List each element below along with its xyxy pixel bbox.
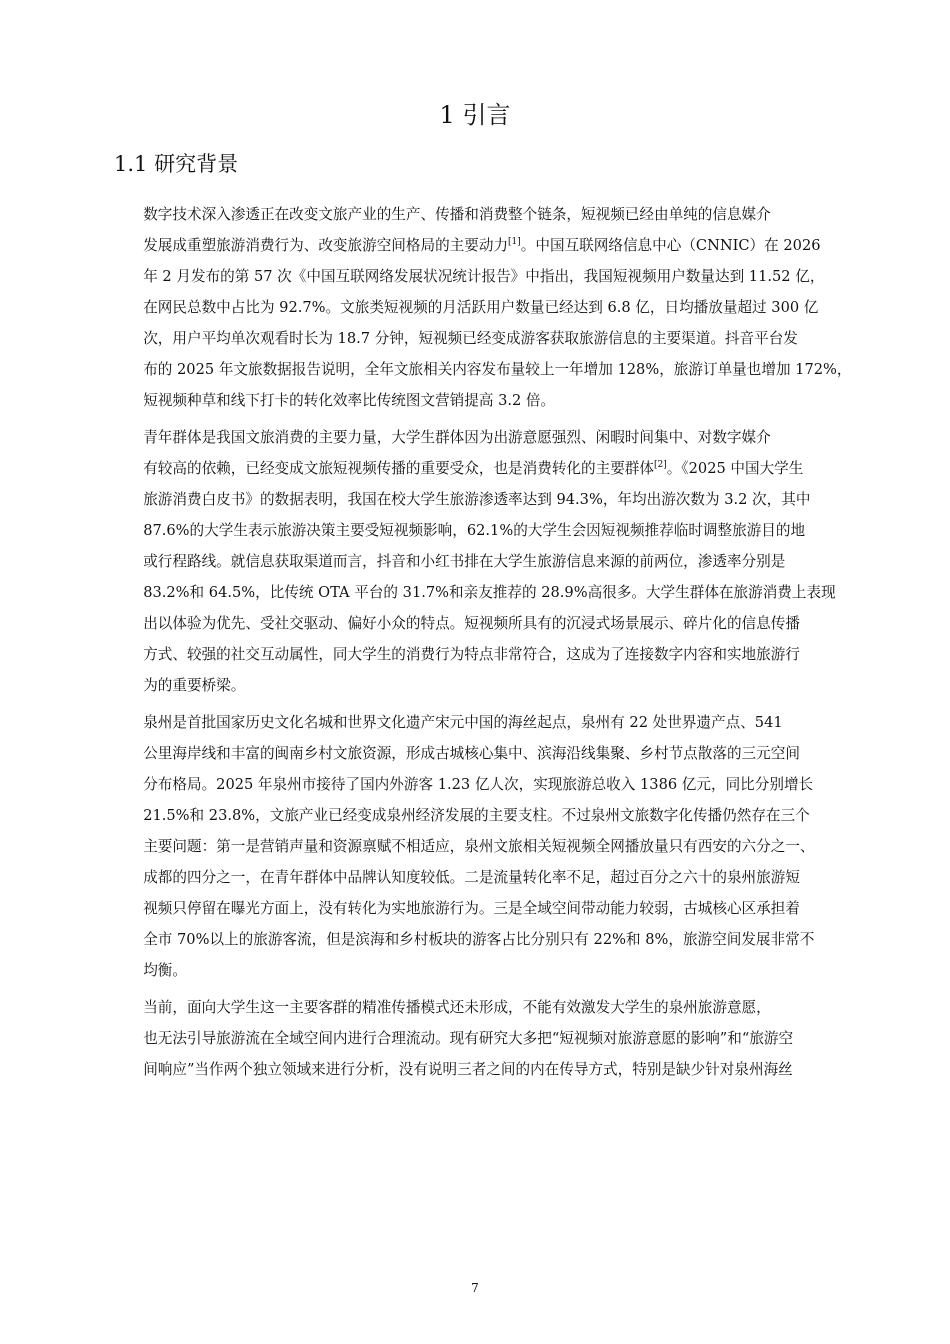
text-line: 均衡。 [143, 962, 187, 979]
text-line: 青年群体是我国文旅消费的主要力量，大学生群体因为出游意愿强烈、闲暇时间集中、对数字媒介 [143, 429, 771, 446]
paragraph-1 [114, 199, 861, 416]
text-segment: 有较高的依赖，已经变成文旅短视频传播的重要受众，也是消费转化的主要群体 [143, 460, 654, 477]
text-line: 当前，面向大学生这一主要客群的精准传播模式还未形成，不能有效激发大学生的泉州旅游意愿， [143, 999, 771, 1016]
text-line: 公里海岸线和丰富的闽南乡村文旅资源，形成古城核心集中、滨海沿线集聚、乡村节点散落的三元空间 [143, 745, 800, 762]
text-line: 短视频种草和线下打卡的转化效率比传统图文营销提高 3.2 倍。 [143, 392, 556, 409]
text-segment: 。《2025 中国大学生 [666, 460, 804, 477]
text-line: 21.5%和 23.8%，文旅产业已经变成泉州经济发展的主要支柱。不过泉州文旅数字化传播仍然存在三个 [143, 807, 810, 824]
text-line: 87.6%的大学生表示旅游决策主要受短视频影响，62.1%的大学生会因短视频推荐临时调整旅游目的地 [143, 522, 806, 539]
paragraph-3 [114, 707, 861, 986]
text-line: 数字技术深入渗透正在改变文旅产业的生产、传播和消费整个链条，短视频已经由单纯的信息媒介 [143, 206, 771, 223]
paragraph-4 [114, 992, 861, 1085]
section-title: 1.1 研究背景 [114, 152, 239, 176]
text-line: 分布格局。2025 年泉州市接待了国内外游客 1.23 亿人次，实现旅游总收入 1386 亿元，同比分别增长 [143, 776, 814, 793]
text-line [114, 230, 861, 261]
text-line: 方式、较强的社交互动属性，同大学生的消费行为特点非常符合，这成为了连接数字内容和实地旅游行 [143, 646, 800, 663]
text-line: 83.2%和 64.5%，比传统 OTA 平台的 31.7%和亲友推荐的 28.9%高很多。大学生群体在旅游消费上表现 [143, 584, 836, 601]
text-line: 全市 70%以上的旅游客流，但是滨海和乡村板块的游客占比分别只有 22%和 8%，旅游空间发展非常不 [143, 931, 815, 948]
text-line [114, 453, 861, 484]
text-line: 次，用户平均单次观看时长为 18.7 分钟，短视频已经变成游客获取旅游信息的主要渠道。抖音平台发 [143, 330, 798, 347]
body-text [114, 199, 861, 1091]
text-segment: 。中国互联网络信息中心（CNNIC）在 2026 [520, 237, 821, 254]
text-line: 成都的四分之一，在青年群体中品牌认知度较低。二是流量转化率不足，超过百分之六十的泉州旅游短 [143, 869, 800, 886]
text-line: 在网民总数中占比为 92.7%。文旅类短视频的月活跃用户数量已经达到 6.8 亿，日均播放量超过 300 亿 [143, 299, 819, 316]
text-line: 间响应”当作两个独立领域来进行分析，没有说明三者之间的内在传导方式，特别是缺少针对泉州海丝 [143, 1061, 793, 1078]
citation-marker: [2] [653, 460, 667, 471]
text-line: 视频只停留在曝光方面上，没有转化为实地旅游行为。三是全域空间带动能力较弱，古城核心区承担着 [143, 900, 800, 917]
page-number: 7 [471, 1281, 479, 1295]
text-segment: 发展成重塑旅游消费行为、改变旅游空间格局的主要动力 [143, 237, 509, 254]
text-line: 为的重要桥梁。 [143, 677, 246, 694]
text-line: 泉州是首批国家历史文化名城和世界文化遗产宋元中国的海丝起点，泉州有 22 处世界遗产点、541 [143, 714, 783, 731]
text-line: 也无法引导旅游流在全域空间内进行合理流动。现有研究大多把“短视频对旅游意愿的影响”和“旅游空 [143, 1030, 794, 1047]
paragraph-2 [114, 422, 861, 701]
chapter-title: 1 引言 [439, 101, 511, 129]
text-line: 旅游消费白皮书》的数据表明，我国在校大学生旅游渗透率达到 94.3%，年均出游次数为 3.2 次，其中 [143, 491, 811, 508]
text-line: 布的 2025 年文旅数据报告说明，全年文旅相关内容发布量较上一年增加 128%，旅游订单量也增加 172%， [143, 361, 852, 378]
text-line: 或行程路线。就信息获取渠道而言，抖音和小红书排在大学生旅游信息来源的前两位，渗透率分别是 [143, 553, 786, 570]
text-line: 年 2 月发布的第 57 次《中国互联网络发展状况统计报告》中指出，我国短视频用户数量达到 11.52 亿， [143, 268, 825, 285]
text-line: 主要问题：第一是营销声量和资源禀赋不相适应，泉州文旅相关短视频全网播放量只有西安的六分之一、 [143, 838, 815, 855]
citation-marker: [1] [508, 237, 521, 248]
text-line: 出以体验为优先、受社交驱动、偏好小众的特点。短视频所具有的沉浸式场景展示、碎片化的信息传播 [143, 615, 800, 632]
